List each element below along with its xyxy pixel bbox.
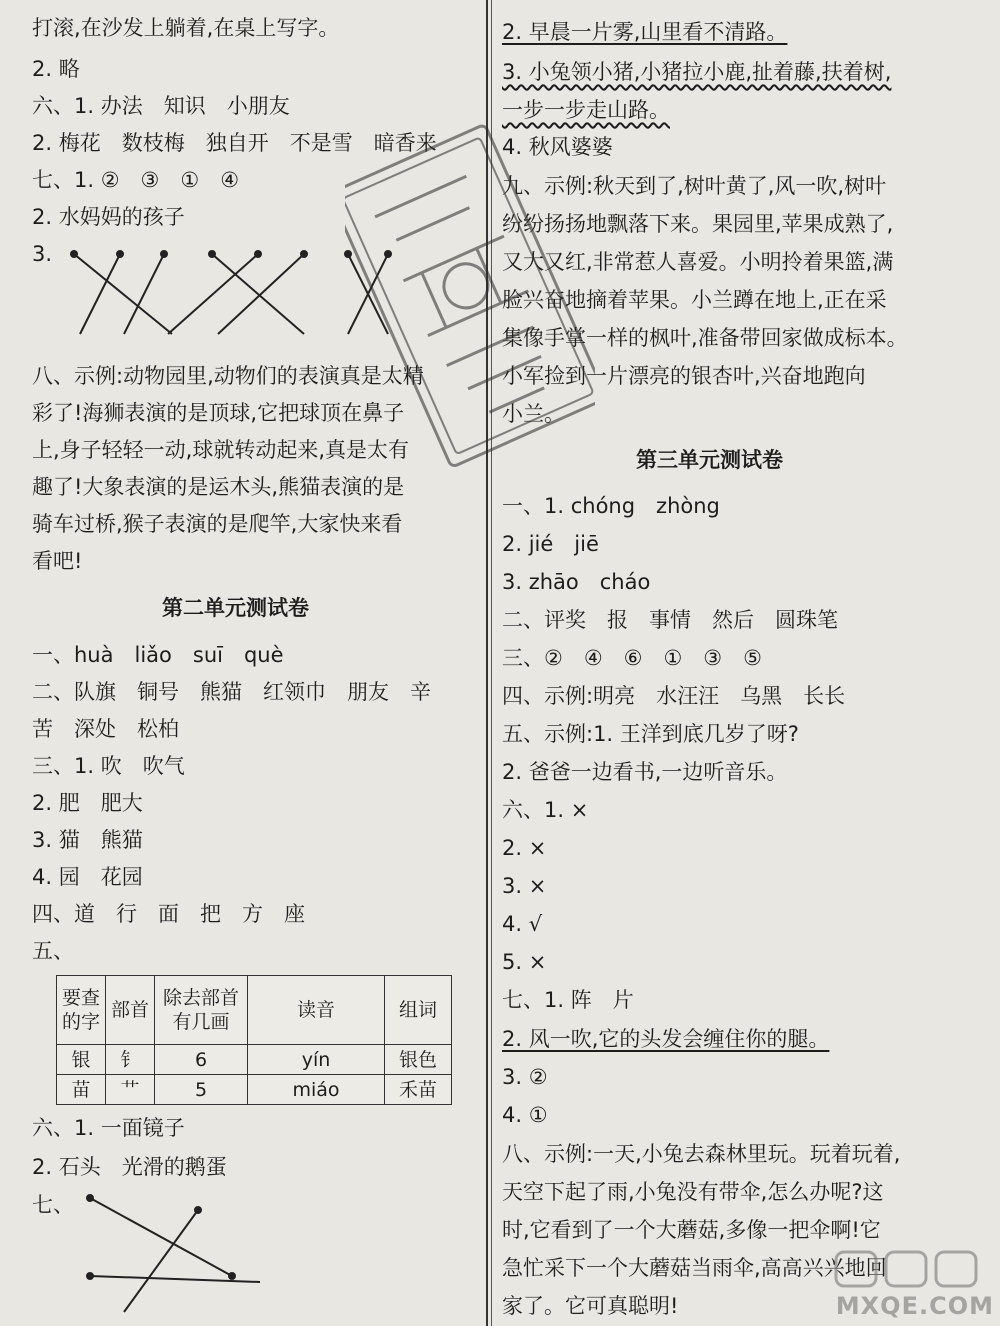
text-line: 天空下起了雨,小兔没有带伞,怎么办呢?这 [502, 1180, 884, 1204]
matching-lines-diagram-2 [82, 1188, 282, 1318]
text-line: 纷纷扬扬地飘落下来。果园里,苹果成熟了, [502, 212, 894, 236]
text-line: 八、示例:一天,小兔去森林里玩。玩着玩着, [502, 1142, 901, 1166]
table-cell: 艹 [106, 1075, 155, 1105]
table-cell: 6 [155, 1045, 248, 1075]
table-cell: yín [248, 1045, 385, 1075]
text-line: 2. 爸爸一边看书,一边听音乐。 [502, 760, 788, 784]
text-line: 小兰。 [502, 402, 565, 426]
table-header: 除去部首有几画 [155, 976, 248, 1045]
radical-lookup-table [56, 975, 452, 1105]
text-line: 3. 猫 熊猫 [32, 828, 143, 852]
text-line: 六、1. 一面镜子 [32, 1116, 185, 1140]
text-line: 4. 秋风婆婆 [502, 135, 613, 159]
text-line: 4. 园 花园 [32, 865, 143, 889]
text-line: 4. √ [502, 912, 543, 936]
text-line: 集像手掌一样的枫叶,准备带回家做成标本。 [502, 326, 908, 350]
text-line: 时,它看到了一个大蘑菇,多像一把伞啊!它 [502, 1218, 881, 1242]
text-line: 七、1. ② ③ ① ④ [32, 168, 240, 192]
text-line: 一步一步走山路。 [502, 98, 670, 122]
text-line: 三、② ④ ⑥ ① ③ ⑤ [502, 646, 762, 670]
text-line: 三、1. 吹 吹气 [32, 754, 185, 778]
table-header: 要查的字 [57, 976, 106, 1045]
table-cell: 5 [155, 1075, 248, 1105]
text-line: 2. 石头 光滑的鹅蛋 [32, 1155, 227, 1179]
table-cell: 银 [57, 1045, 106, 1075]
text-line: 一、1. chóng zhòng [502, 494, 720, 518]
text-line: 3. 小兔领小猪,小猪拉小鹿,扯着藤,扶着树, [502, 60, 892, 84]
text-line: 2. × [502, 836, 547, 860]
column-divider [486, 0, 492, 1326]
text-line: 四、道 行 面 把 方 座 [32, 902, 305, 926]
text-line: 九、示例:秋天到了,树叶黄了,风一吹,树叶 [502, 174, 887, 198]
text-line: 家了。它可真聪明! [502, 1294, 679, 1318]
table-header-row [57, 976, 452, 1045]
table-row [57, 1075, 452, 1105]
text-line: 骑车过桥,猴子表演的是爬竿,大家快来看 [32, 512, 403, 536]
text-line: 苦 深处 松柏 [32, 717, 179, 741]
text-line: 3. [32, 242, 53, 266]
table-cell: 苗 [57, 1075, 106, 1105]
text-line: 七、 [32, 1193, 74, 1217]
section-heading: 第二单元测试卷 [162, 596, 309, 620]
text-line: 4. ① [502, 1103, 548, 1127]
text-line: 看吧! [32, 549, 83, 573]
table-cell: 银色 [385, 1045, 452, 1075]
text-line: 八、示例:动物园里,动物们的表演真是太精 [32, 364, 424, 388]
section-heading: 第三单元测试卷 [636, 448, 783, 472]
text-line: 急忙采下一个大蘑菇当雨伞,高高兴兴地回 [502, 1256, 887, 1280]
text-line: 彩了!海狮表演的是顶球,它把球顶在鼻子 [32, 401, 405, 425]
table-row [57, 1045, 452, 1075]
watermark-text: MXQE.COM [835, 1292, 994, 1320]
text-line: 五、示例:1. 王洋到底几岁了呀? [502, 722, 799, 746]
watermark-logo-icon [832, 1248, 982, 1290]
text-line: 小军捡到一片漂亮的银杏叶,兴奋地跑向 [502, 364, 866, 388]
text-line: 5. × [502, 950, 547, 974]
text-line: 2. 水妈妈的孩子 [32, 205, 185, 229]
text-line: 七、1. 阵 片 [502, 988, 634, 1012]
table-header: 读音 [248, 976, 385, 1045]
text-line: 二、队旗 铜号 熊猫 红领巾 朋友 辛 [32, 680, 431, 704]
text-line: 六、1. × [502, 798, 589, 822]
text-line: 3. zhāo cháo [502, 570, 651, 594]
matching-lines-diagram [68, 236, 398, 346]
text-line: 五、 [32, 939, 74, 963]
text-line: 打滚,在沙发上躺着,在桌上写字。 [32, 16, 340, 40]
table-header: 组词 [385, 976, 452, 1045]
text-line: 2. 肥 肥大 [32, 791, 143, 815]
table-cell: miáo [248, 1075, 385, 1105]
table-cell: 钅 [106, 1045, 155, 1075]
text-line: 又大又红,非常惹人喜爱。小明拎着果篮,满 [502, 250, 894, 274]
text-line: 四、示例:明亮 水汪汪 乌黑 长长 [502, 684, 846, 708]
text-line: 上,身子轻轻一动,球就转动起来,真是太有 [32, 438, 410, 462]
text-line: 3. × [502, 874, 547, 898]
text-line: 2. 略 [32, 57, 80, 81]
text-line: 2. 早晨一片雾,山里看不清路。 [502, 20, 788, 44]
text-line: 一、huà liǎo suī què [32, 643, 284, 667]
text-line: 3. ② [502, 1065, 548, 1089]
table-header: 部首 [106, 976, 155, 1045]
text-line: 2. jié jiē [502, 532, 599, 556]
table-cell: 禾苗 [385, 1075, 452, 1105]
text-line: 2. 梅花 数枝梅 独自开 不是雪 暗香来 [32, 131, 437, 155]
text-line: 趣了!大象表演的是运木头,熊猫表演的是 [32, 475, 405, 499]
text-line: 2. 风一吹,它的头发会缠住你的腿。 [502, 1027, 830, 1051]
text-line: 脸兴奋地摘着苹果。小兰蹲在地上,正在采 [502, 288, 887, 312]
text-line: 二、评奖 报 事情 然后 圆珠笔 [502, 608, 838, 632]
text-line: 六、1. 办法 知识 小朋友 [32, 94, 290, 118]
